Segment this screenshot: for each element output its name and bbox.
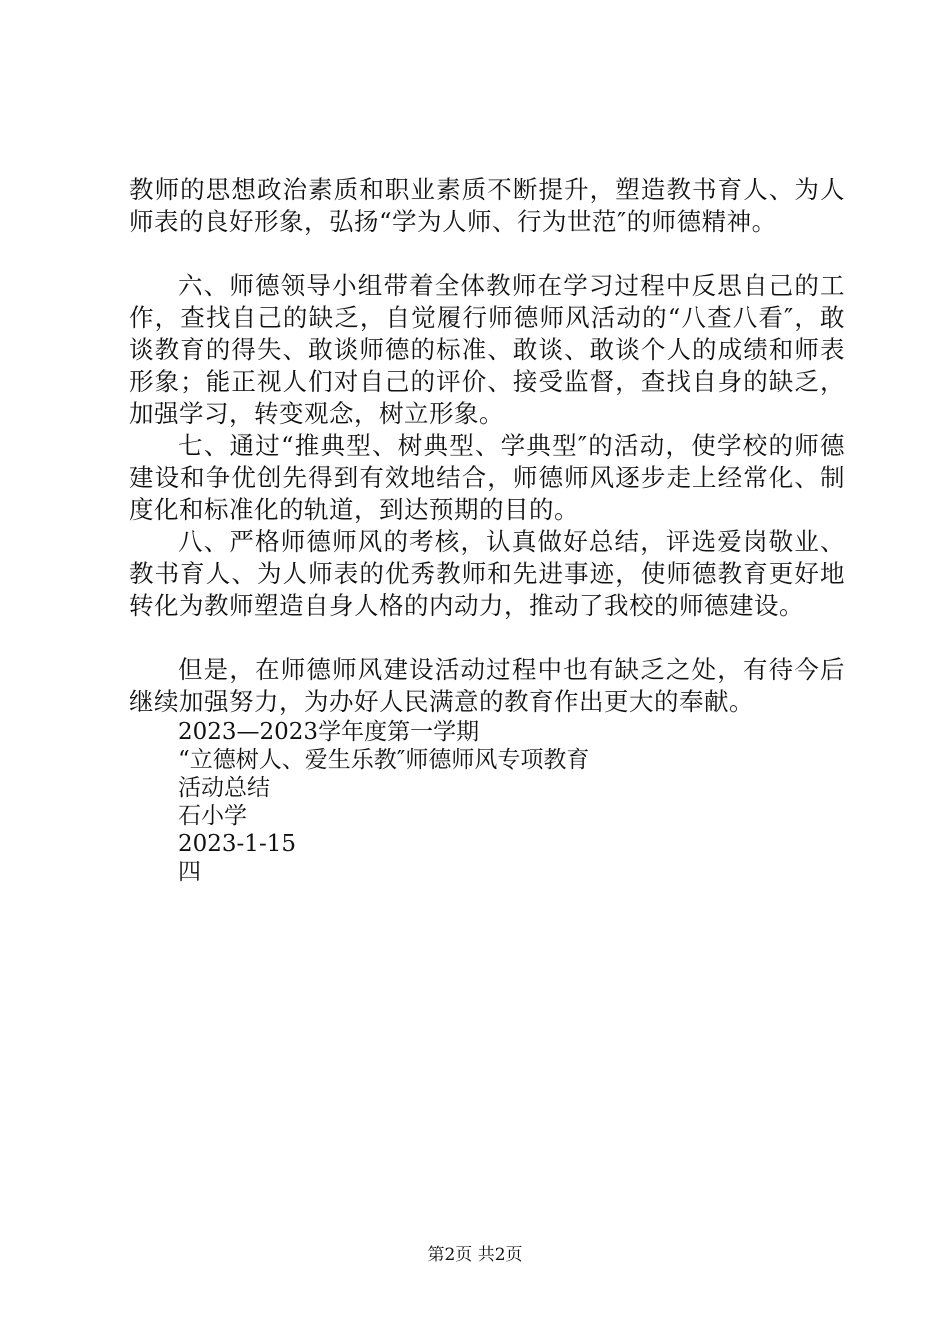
signoff-subtitle: 活动总结: [178, 775, 270, 801]
paragraph-item-seven: 七、通过“推典型、树典型、学典型″的活动，使学校的师德建设和争优创先得到有效地结合，师德师风逐步走上经常化、制度化和标准化的轨道，到达预期的目的。: [129, 431, 845, 524]
document-body: [129, 174, 845, 886]
signoff-title: “立德树人、爱生乐教″师德师风专项教育: [178, 747, 590, 773]
signoff-trailing: 四: [178, 859, 201, 885]
page-footer: 第2页 共2页: [427, 1245, 523, 1265]
paragraph-conclusion: 但是，在师德师风建设活动过程中也有缺乏之处，有待今后继续加强努力，为办好人民满意的教育作出更大的奉献。: [129, 655, 845, 716]
paragraph-item-six: 六、师德领导小组带着全体教师在学习过程中反思自己的工作，查找自己的缺乏，自觉履行师德师风活动的“八查八看″，敢谈教育的得失、敢谈师德的标准、敢谈、敢谈个人的成绩和师表形象；能正视人们对自己的评价、接受监督，查找自身的缺乏，加强学习，转变观念，树立形象。: [129, 271, 845, 428]
signoff-term: 2023—2023学年度第一学期: [178, 719, 480, 745]
signoff-date: 2023-1-15: [178, 831, 296, 857]
signoff-school: 石小学: [178, 803, 247, 829]
paragraph-item-eight: 八、严格师德师风的考核，认真做好总结，评选爱岗敬业、教书育人、为人师表的优秀教师和先进事迹，使师德教育更好地转化为教师塑造自身人格的内动力，推动了我校的师德建设。: [129, 527, 845, 620]
signoff-block: [129, 718, 845, 886]
paragraph-continuation: 教师的思想政治素质和职业素质不断提升，塑造教书育人、为人师表的良好形象，弘扬“学为人师、行为世范″的师德精神。: [129, 175, 845, 236]
